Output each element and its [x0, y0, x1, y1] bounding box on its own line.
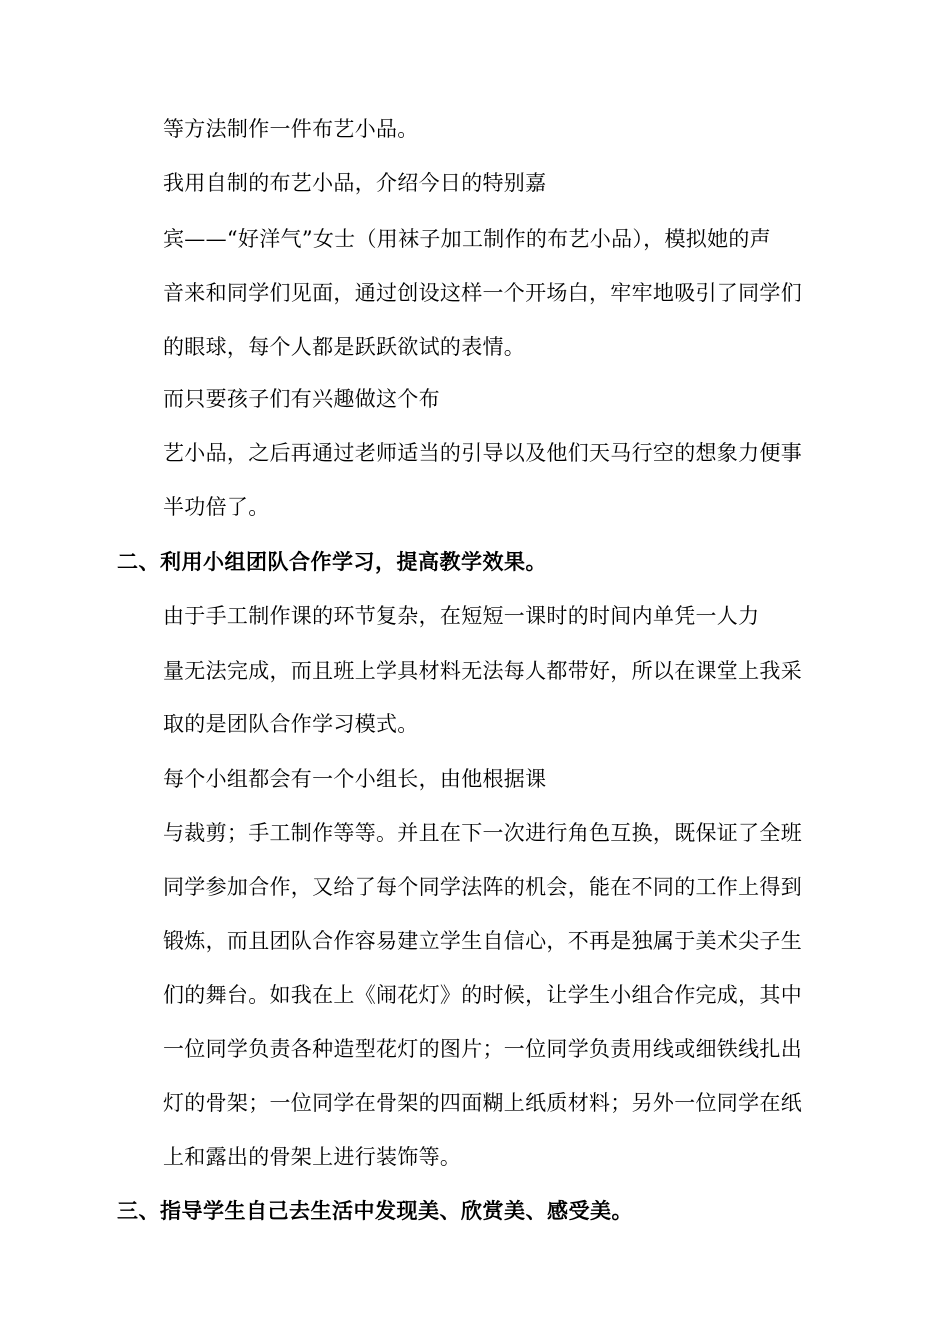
paragraph-line: 我用自制的布艺小品，介绍今日的特别嘉 — [163, 171, 547, 195]
section-heading: 三、指导学生自己去生活中发现美、欣赏美、感受美。 — [117, 1199, 633, 1223]
paragraph-line: 与裁剪；手工制作等等。并且在下一次进行角色互换，既保证了全班 — [163, 821, 802, 845]
paragraph-line: 取的是团队合作学习模式。 — [163, 712, 419, 736]
paragraph-line: 等方法制作一件布艺小品。 — [163, 117, 419, 141]
paragraph-line: 半功倍了。 — [163, 495, 270, 519]
paragraph-line: 一位同学负责各种造型花灯的图片；一位同学负责用线或细铁线扎出 — [163, 1037, 802, 1061]
paragraph-line: 音来和同学们见面，通过创设这样一个开场白，牢牢地吸引了同学们 — [163, 281, 802, 305]
paragraph-line: 宾——“好洋气”女士（用袜子加工制作的布艺小品），模拟她的声 — [163, 227, 771, 251]
paragraph-line: 上和露出的骨架上进行装饰等。 — [163, 1145, 462, 1169]
paragraph-line: 锻炼，而且团队合作容易建立学生自信心，不再是独属于美术尖子生 — [163, 929, 802, 953]
paragraph-line: 由于手工制作课的环节复杂，在短短一课时的时间内单凭一人力 — [163, 604, 760, 628]
paragraph-line: 们的舞台。如我在上《闹花灯》的时候，让学生小组合作完成，其中 — [163, 983, 802, 1007]
paragraph-line: 艺小品，之后再通过老师适当的引导以及他们天马行空的想象力便事 — [163, 441, 802, 465]
paragraph-line: 同学参加合作，又给了每个同学法阵的机会，能在不同的工作上得到 — [163, 875, 802, 899]
paragraph-line: 每个小组都会有一个小组长，由他根据课 — [163, 767, 547, 791]
paragraph-line: 灯的骨架；一位同学在骨架的四面糊上纸质材料；另外一位同学在纸 — [163, 1091, 802, 1115]
section-heading: 二、利用小组团队合作学习，提高教学效果。 — [117, 550, 547, 574]
paragraph-line: 而只要孩子们有兴趣做这个布 — [163, 387, 440, 411]
paragraph-line: 的眼球，每个人都是跃跃欲试的表情。 — [163, 335, 526, 359]
paragraph-line: 量无法完成，而且班上学具材料无法每人都带好，所以在课堂上我采 — [163, 659, 802, 683]
